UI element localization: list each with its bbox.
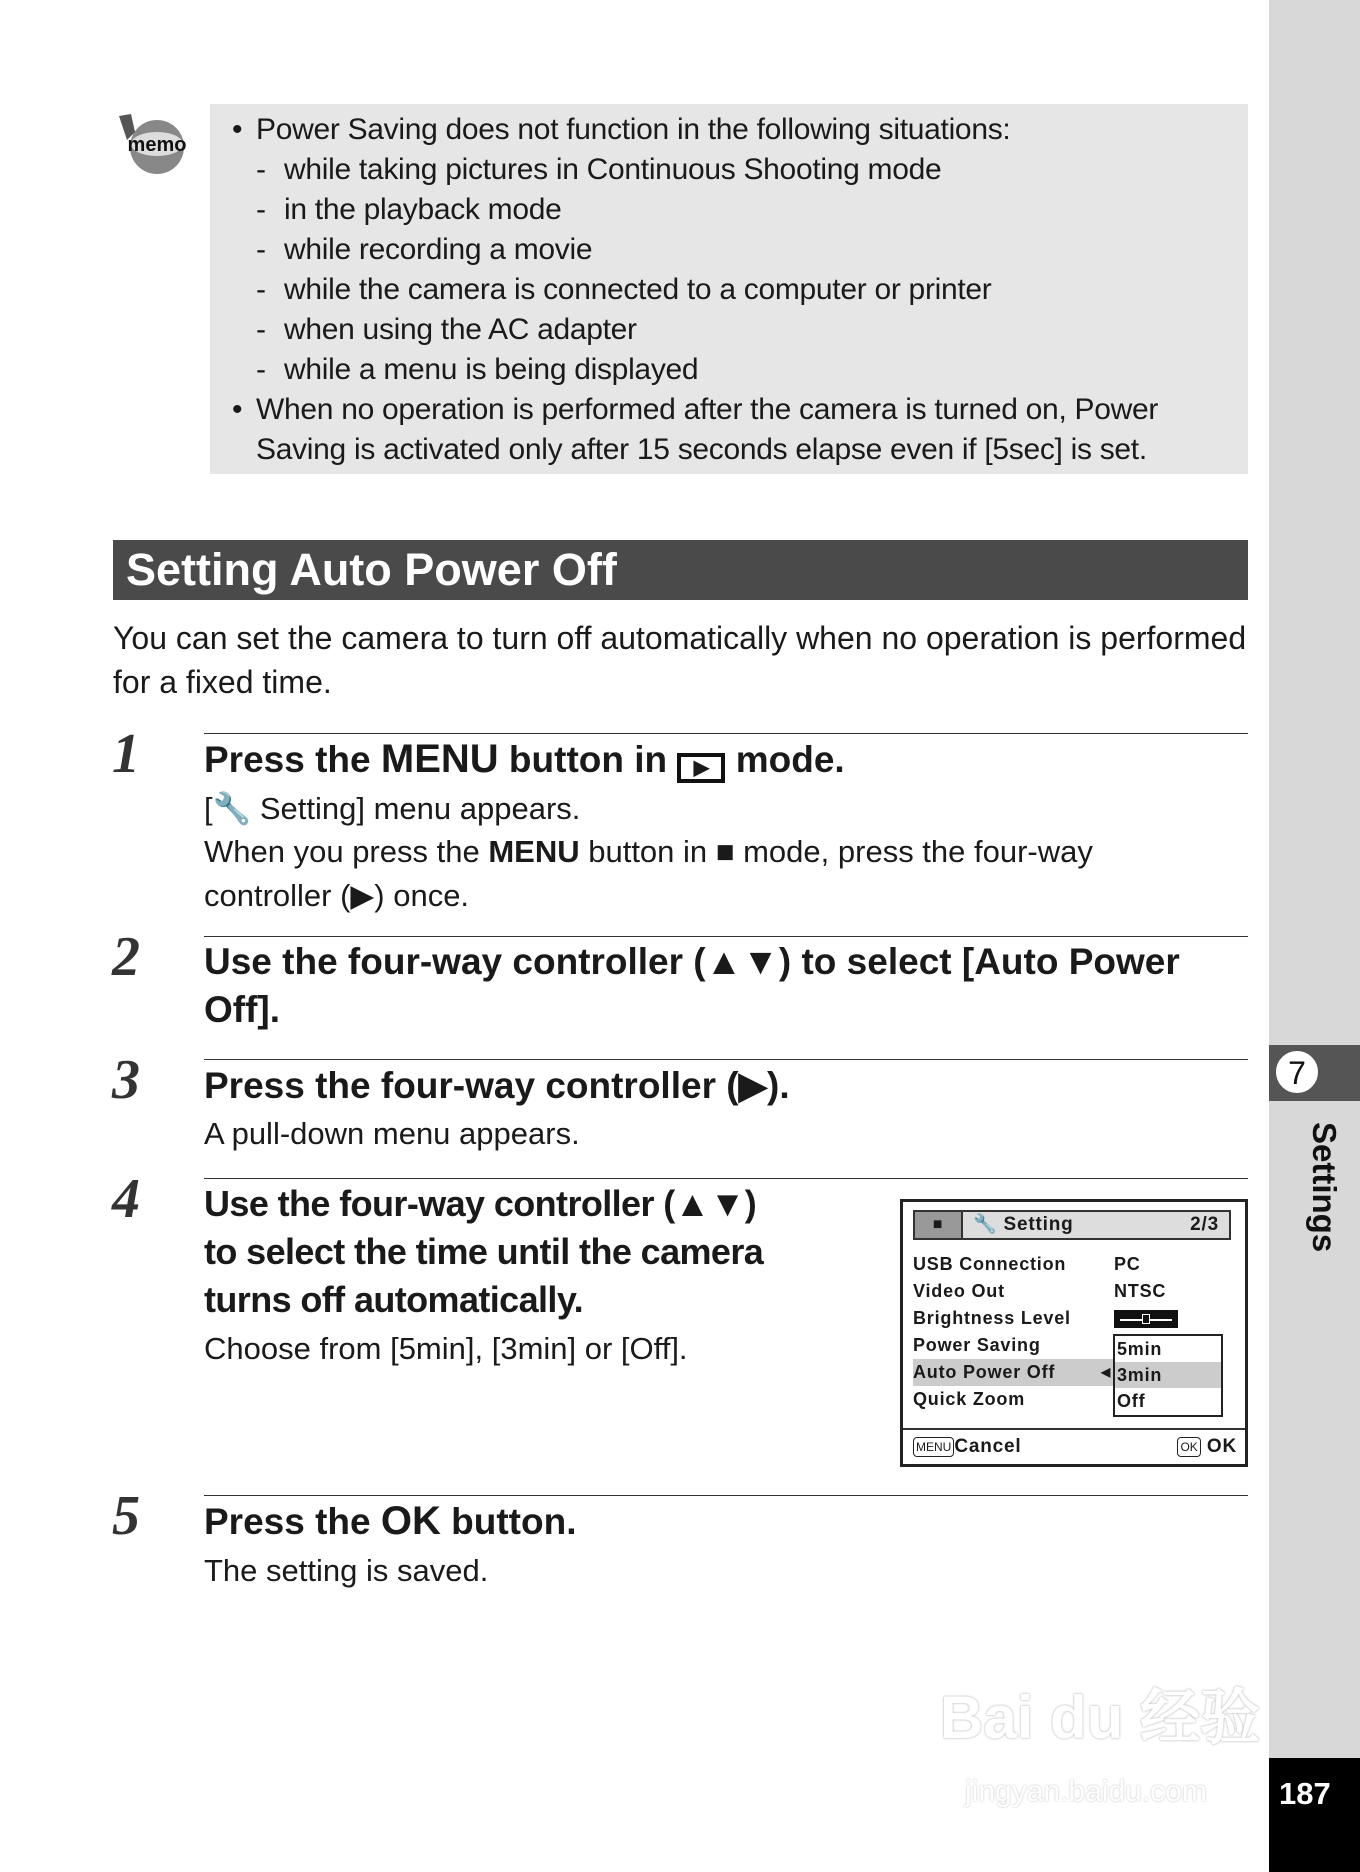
memo-bullet: • When no operation is performed after the camera is turned on, Power Saving is activated only after 15 seconds elapse even if [5sec] is set. — [226, 390, 1236, 470]
wrench-icon: 🔧 — [973, 1214, 1004, 1235]
camera-menu-screen — [900, 1199, 1248, 1467]
step-text: controller (▶) once. — [204, 878, 470, 913]
option[interactable]: 5min — [1117, 1339, 1163, 1359]
step-text: When you press the MENU button in ■ mode, press the four-way — [204, 834, 1093, 869]
step-text: [🔧 Setting] menu appears. — [204, 791, 581, 826]
memo-item: - in the playback mode — [226, 190, 1236, 230]
chapter-number: 7 — [1274, 1049, 1320, 1095]
menu-row: Power Saving — [913, 1335, 1041, 1355]
step-heading: Use the four-way controller (▲▼) to select [Auto Power Off]. — [204, 941, 1180, 1030]
chapter-label: Settings — [1306, 1122, 1343, 1253]
camera-icon: ■ — [715, 834, 735, 869]
menu-row: Quick Zoom — [913, 1389, 1026, 1409]
step-divider — [204, 936, 1248, 937]
option[interactable]: Off — [1117, 1391, 1146, 1411]
section-title: Setting Auto Power Off — [113, 540, 1248, 600]
memo-bullet: • Power Saving does not function in the following situations: — [226, 110, 1236, 150]
menu-row-selected: Auto Power Off ◀ — [913, 1359, 1113, 1386]
brightness-slider-icon — [1114, 1310, 1178, 1328]
step-divider — [204, 1495, 1248, 1496]
chapter-sidebar — [1269, 0, 1360, 1872]
page-number: 187 — [1269, 1758, 1360, 1872]
menu-value: NTSC — [1114, 1281, 1167, 1301]
camera-tab-icon: ■ — [913, 1210, 963, 1240]
step-heading: Press the MENU button in ▶ mode. — [204, 737, 845, 781]
step-heading: Use the four-way controller (▲▼) to select the time until the camera turns off automatically. — [204, 1183, 764, 1320]
memo-icon — [117, 114, 189, 176]
memo-item: - while a menu is being displayed — [226, 350, 1236, 390]
svg-text:memo: memo — [127, 134, 187, 156]
watermark-logo: Bai du 经验 — [940, 1684, 1261, 1751]
pulldown-list — [1113, 1334, 1223, 1417]
step-number: 4 — [112, 1168, 140, 1230]
menu-row: Brightness Level — [913, 1308, 1071, 1328]
memo-note — [210, 104, 1248, 474]
memo-item: - while the camera is connected to a computer or printer — [226, 270, 1236, 310]
memo-item: - while recording a movie — [226, 230, 1236, 270]
menu-row: USB Connection — [913, 1254, 1067, 1274]
screen-footer: MENU Cancel OK OK — [903, 1428, 1245, 1464]
menu-row: Video Out — [913, 1281, 1005, 1301]
step-divider — [204, 1059, 1248, 1060]
setting-tab: 🔧 Setting 2/3 — [963, 1210, 1231, 1240]
step-text: The setting is saved. — [204, 1553, 489, 1588]
step-number: 1 — [112, 723, 140, 785]
memo-item: - when using the AC adapter — [226, 310, 1236, 350]
watermark-url: jingyan.baidu.com — [965, 1775, 1207, 1808]
step-heading: Press the OK button. — [204, 1499, 577, 1543]
step-text: Choose from [5min], [3min] or [Off]. — [204, 1331, 688, 1366]
step-divider — [204, 733, 1248, 734]
memo-item: - while taking pictures in Continuous Shooting mode — [226, 150, 1236, 190]
wrench-icon: 🔧 — [212, 791, 252, 826]
playback-icon: ▶ — [677, 753, 725, 783]
step-text: A pull-down menu appears. — [204, 1116, 580, 1151]
ok-key-icon: OK — [1177, 1437, 1200, 1457]
menu-value: PC — [1114, 1254, 1141, 1274]
step-number: 3 — [112, 1049, 140, 1111]
menu-key-icon: MENU — [913, 1437, 954, 1457]
step-number: 2 — [112, 926, 140, 988]
step-divider — [204, 1178, 1248, 1179]
option-selected[interactable]: 3min — [1115, 1362, 1221, 1388]
step-heading: Press the four-way controller (▶). — [204, 1065, 790, 1106]
step-number: 5 — [112, 1485, 140, 1547]
intro-text: You can set the camera to turn off automatically when no operation is performed for a fixed time. — [113, 620, 1247, 700]
